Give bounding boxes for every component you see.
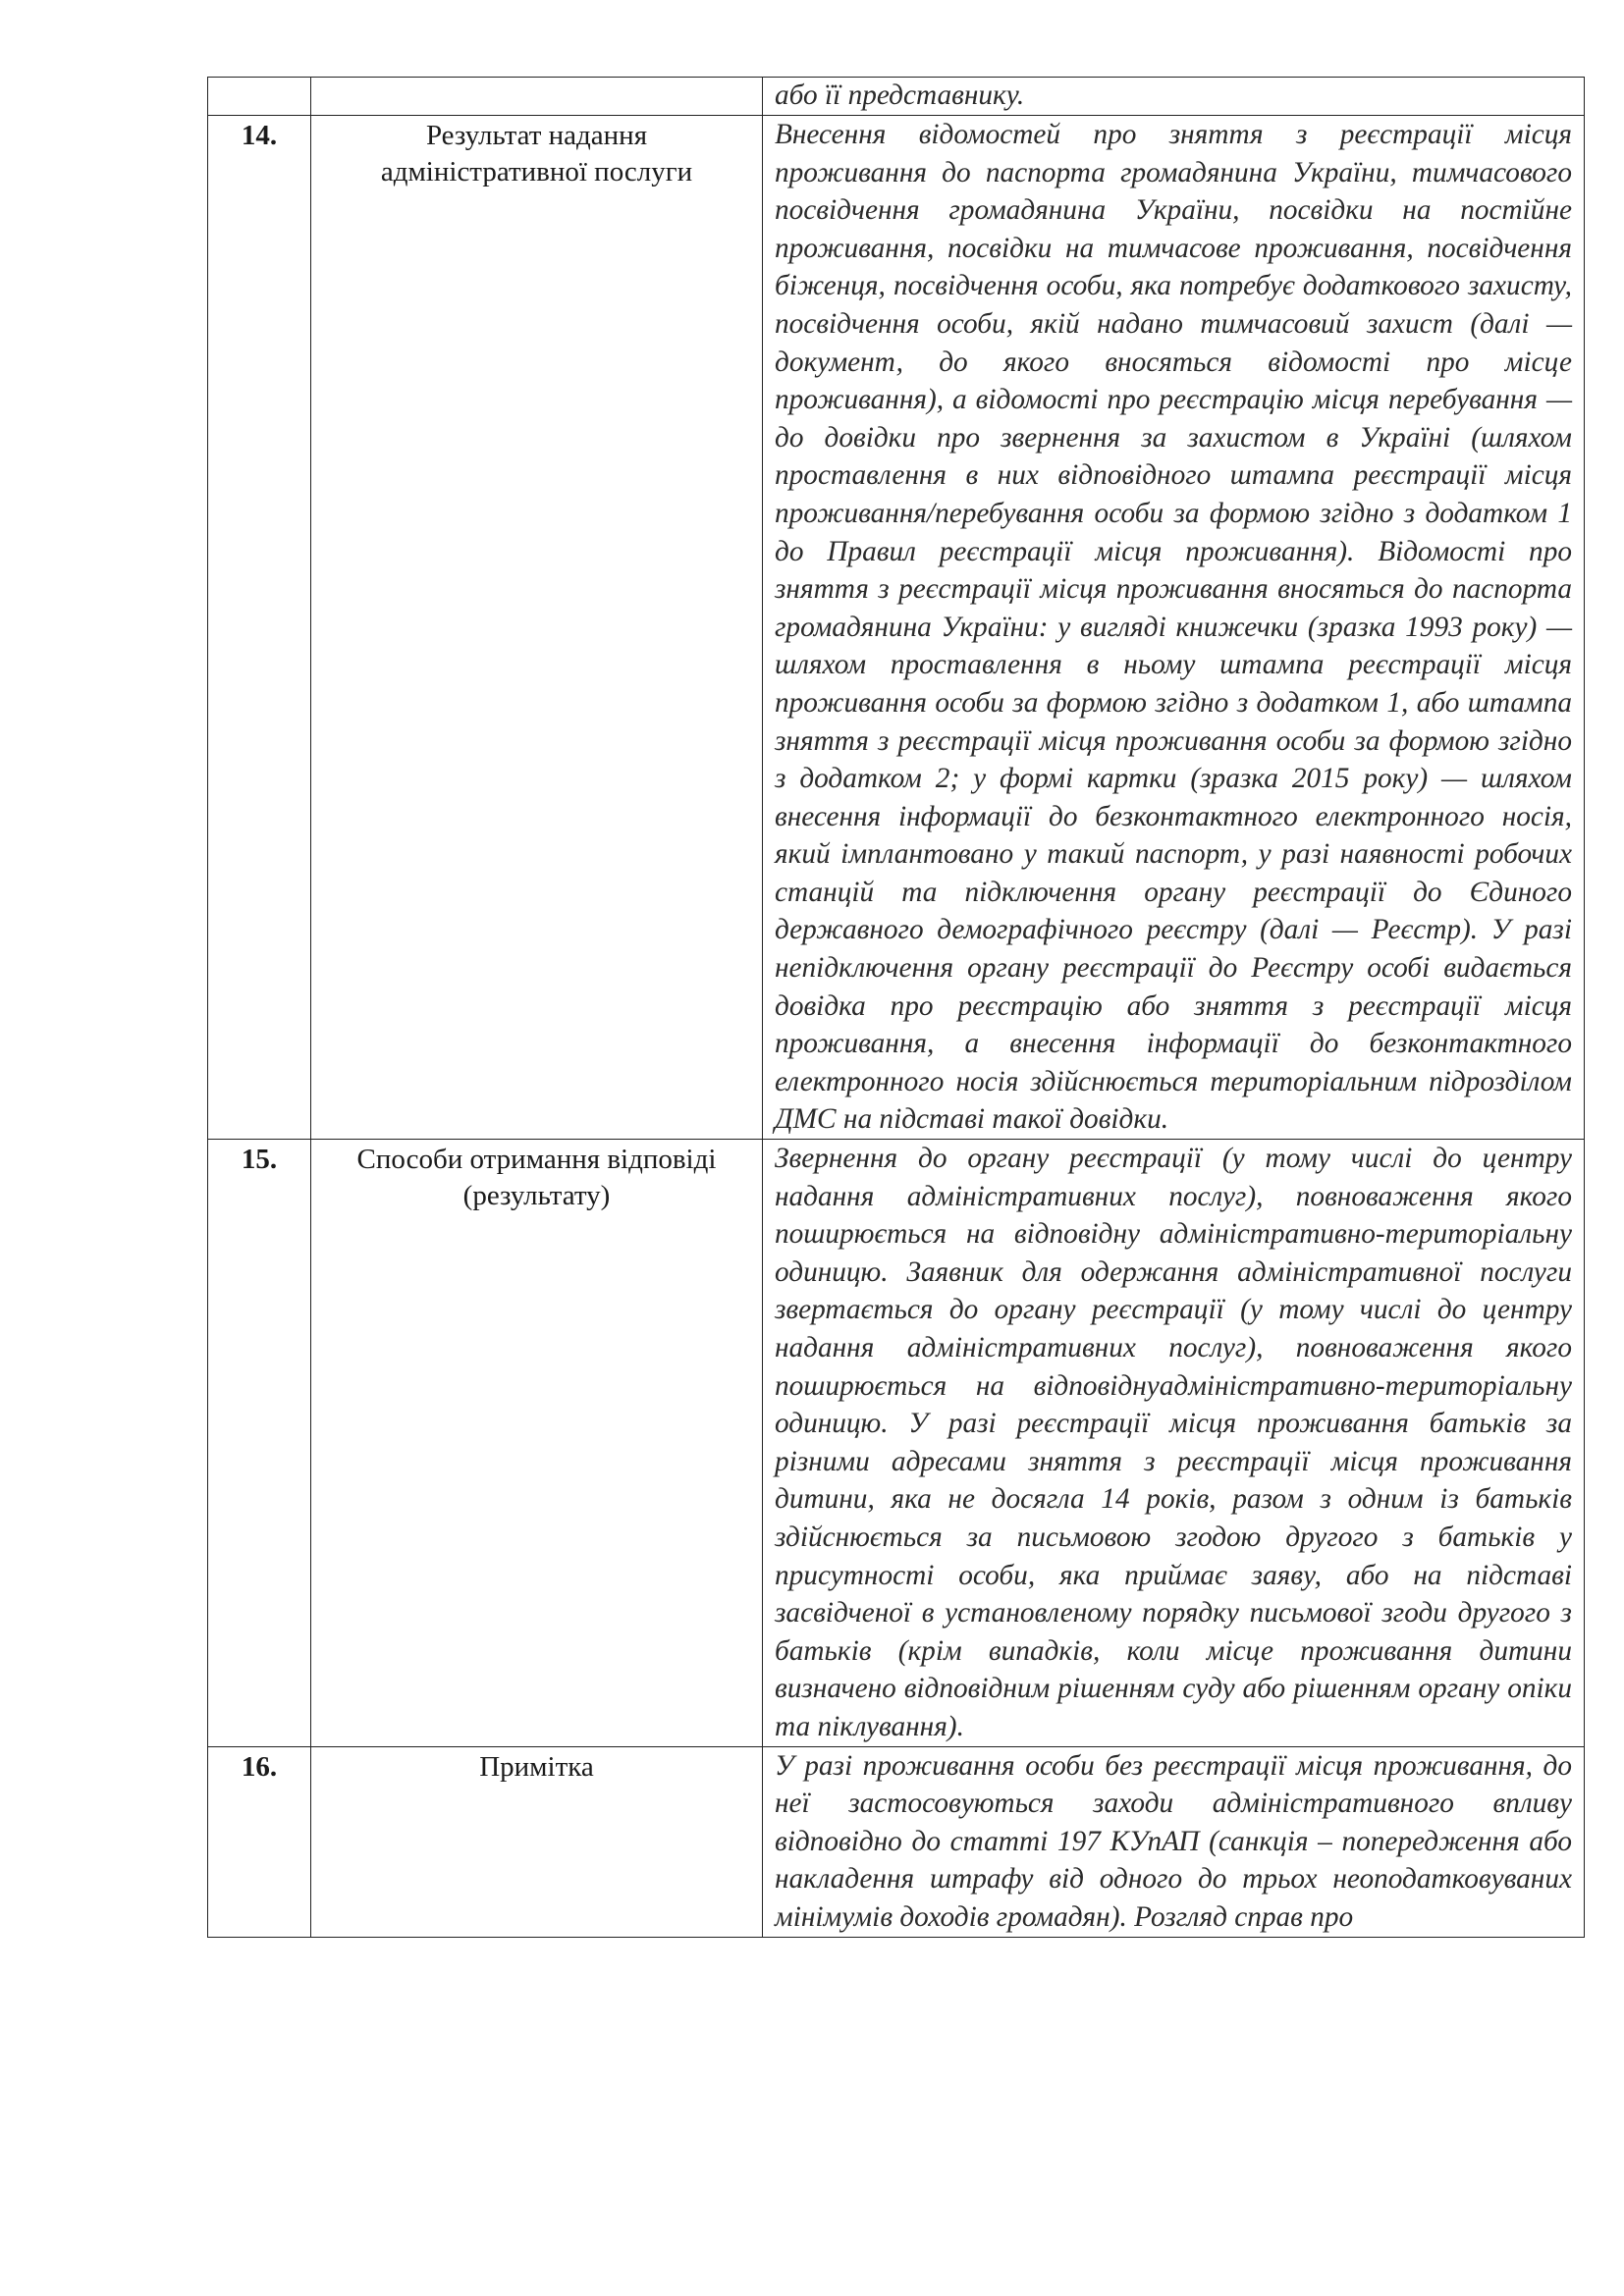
- row-label: Примітка: [311, 1746, 763, 1937]
- row-value: Звернення до органу реєстрації (у тому числі до центру надання адміністративних послуг), повноваження якого поширюється на відповідну адміністративно-територіальну одиницю. Заявник для одержання адміністративної послуги звертається до органу реєстрації (у тому числі до центру надання адміністративних послуг), повноваження якого поширюється на відповіднуадміністративно-територіальну одиницю. У разі реєстрації місця проживання батьків за різними адресами зняття з реєстрації місця проживання дитини, яка не досягла 14 років, разом з одним із батьків здійснюється за письмовою згодою другого з батьків у присутності особи, яка приймає заяву, або на підставі засвідченої в установленому порядку письмової згоди другого з батьків (крім випадків, коли місце проживання дитини визначено відповідним рішенням суду або рішенням органу опіки та піклування).: [763, 1140, 1585, 1747]
- row-value: У разі проживання особи без реєстрації місця проживання, до неї застосовуються заходи адміністративного впливу відповідно до статті 197 КУпАП (санкція – попередження або накладення штрафу від одного до трьох неоподатковуваних мінімумів доходів громадян). Розгляд справ про: [763, 1746, 1585, 1937]
- row-value: Внесення відомостей про зняття з реєстрації місця проживання до паспорта громадянина України, тимчасового посвідчення громадянина України, посвідки на постійне проживання, посвідки на тимчасове проживання, посвідчення біженця, посвідчення особи, яка потребує додаткового захисту, посвідчення особи, якій надано тимчасовий захист (далі — документ, до якого вносяться відомості про місце проживання), а відомості про реєстрацію місця перебування — до довідки про звернення за захистом в Україні (шляхом проставлення в них відповідного штампа реєстрації місця проживання/перебування особи за формою згідно з додатком 1 до Правил реєстрації місця проживання). Відомості про зняття з реєстрації місця проживання вносяться до паспорта громадянина України: у вигляді книжечки (зразка 1993 року) — шляхом проставлення в ньому штампа реєстрації місця проживання особи за формою згідно з додатком 1, або штампа зняття з реєстрації місця проживання особи за формою згідно з додатком 2; у формі картки (зразка 2015 року) — шляхом внесення інформації до безконтактного електронного носія, який імплантовано у такий паспорт, у разі наявності робочих станцій та підключення органу реєстрації до Єдиного державного демографічного реєстру (далі — Реєстр). У разі непідключення органу реєстрації до Реєстру особі видається довідка про реєстрацію або зняття з реєстрації місця проживання, а внесення інформації до безконтактного електронного носія здійснюється територіальним підрозділом ДМС на підставі такої довідки.: [763, 116, 1585, 1140]
- row-number: 16.: [208, 1746, 311, 1937]
- row-label: Способи отримання відповіді (результату): [311, 1140, 763, 1747]
- row-label: Результат надання адміністративної послуги: [311, 116, 763, 1140]
- row-label: [311, 78, 763, 116]
- document-page: [207, 77, 1584, 1938]
- table-row: [208, 1140, 1585, 1747]
- table-row: [208, 116, 1585, 1140]
- table-row: [208, 78, 1585, 116]
- services-table: [207, 77, 1585, 1938]
- row-number: 15.: [208, 1140, 311, 1747]
- row-value: або її представнику.: [763, 78, 1585, 116]
- row-number: 14.: [208, 116, 311, 1140]
- table-row: [208, 1746, 1585, 1937]
- row-number: [208, 78, 311, 116]
